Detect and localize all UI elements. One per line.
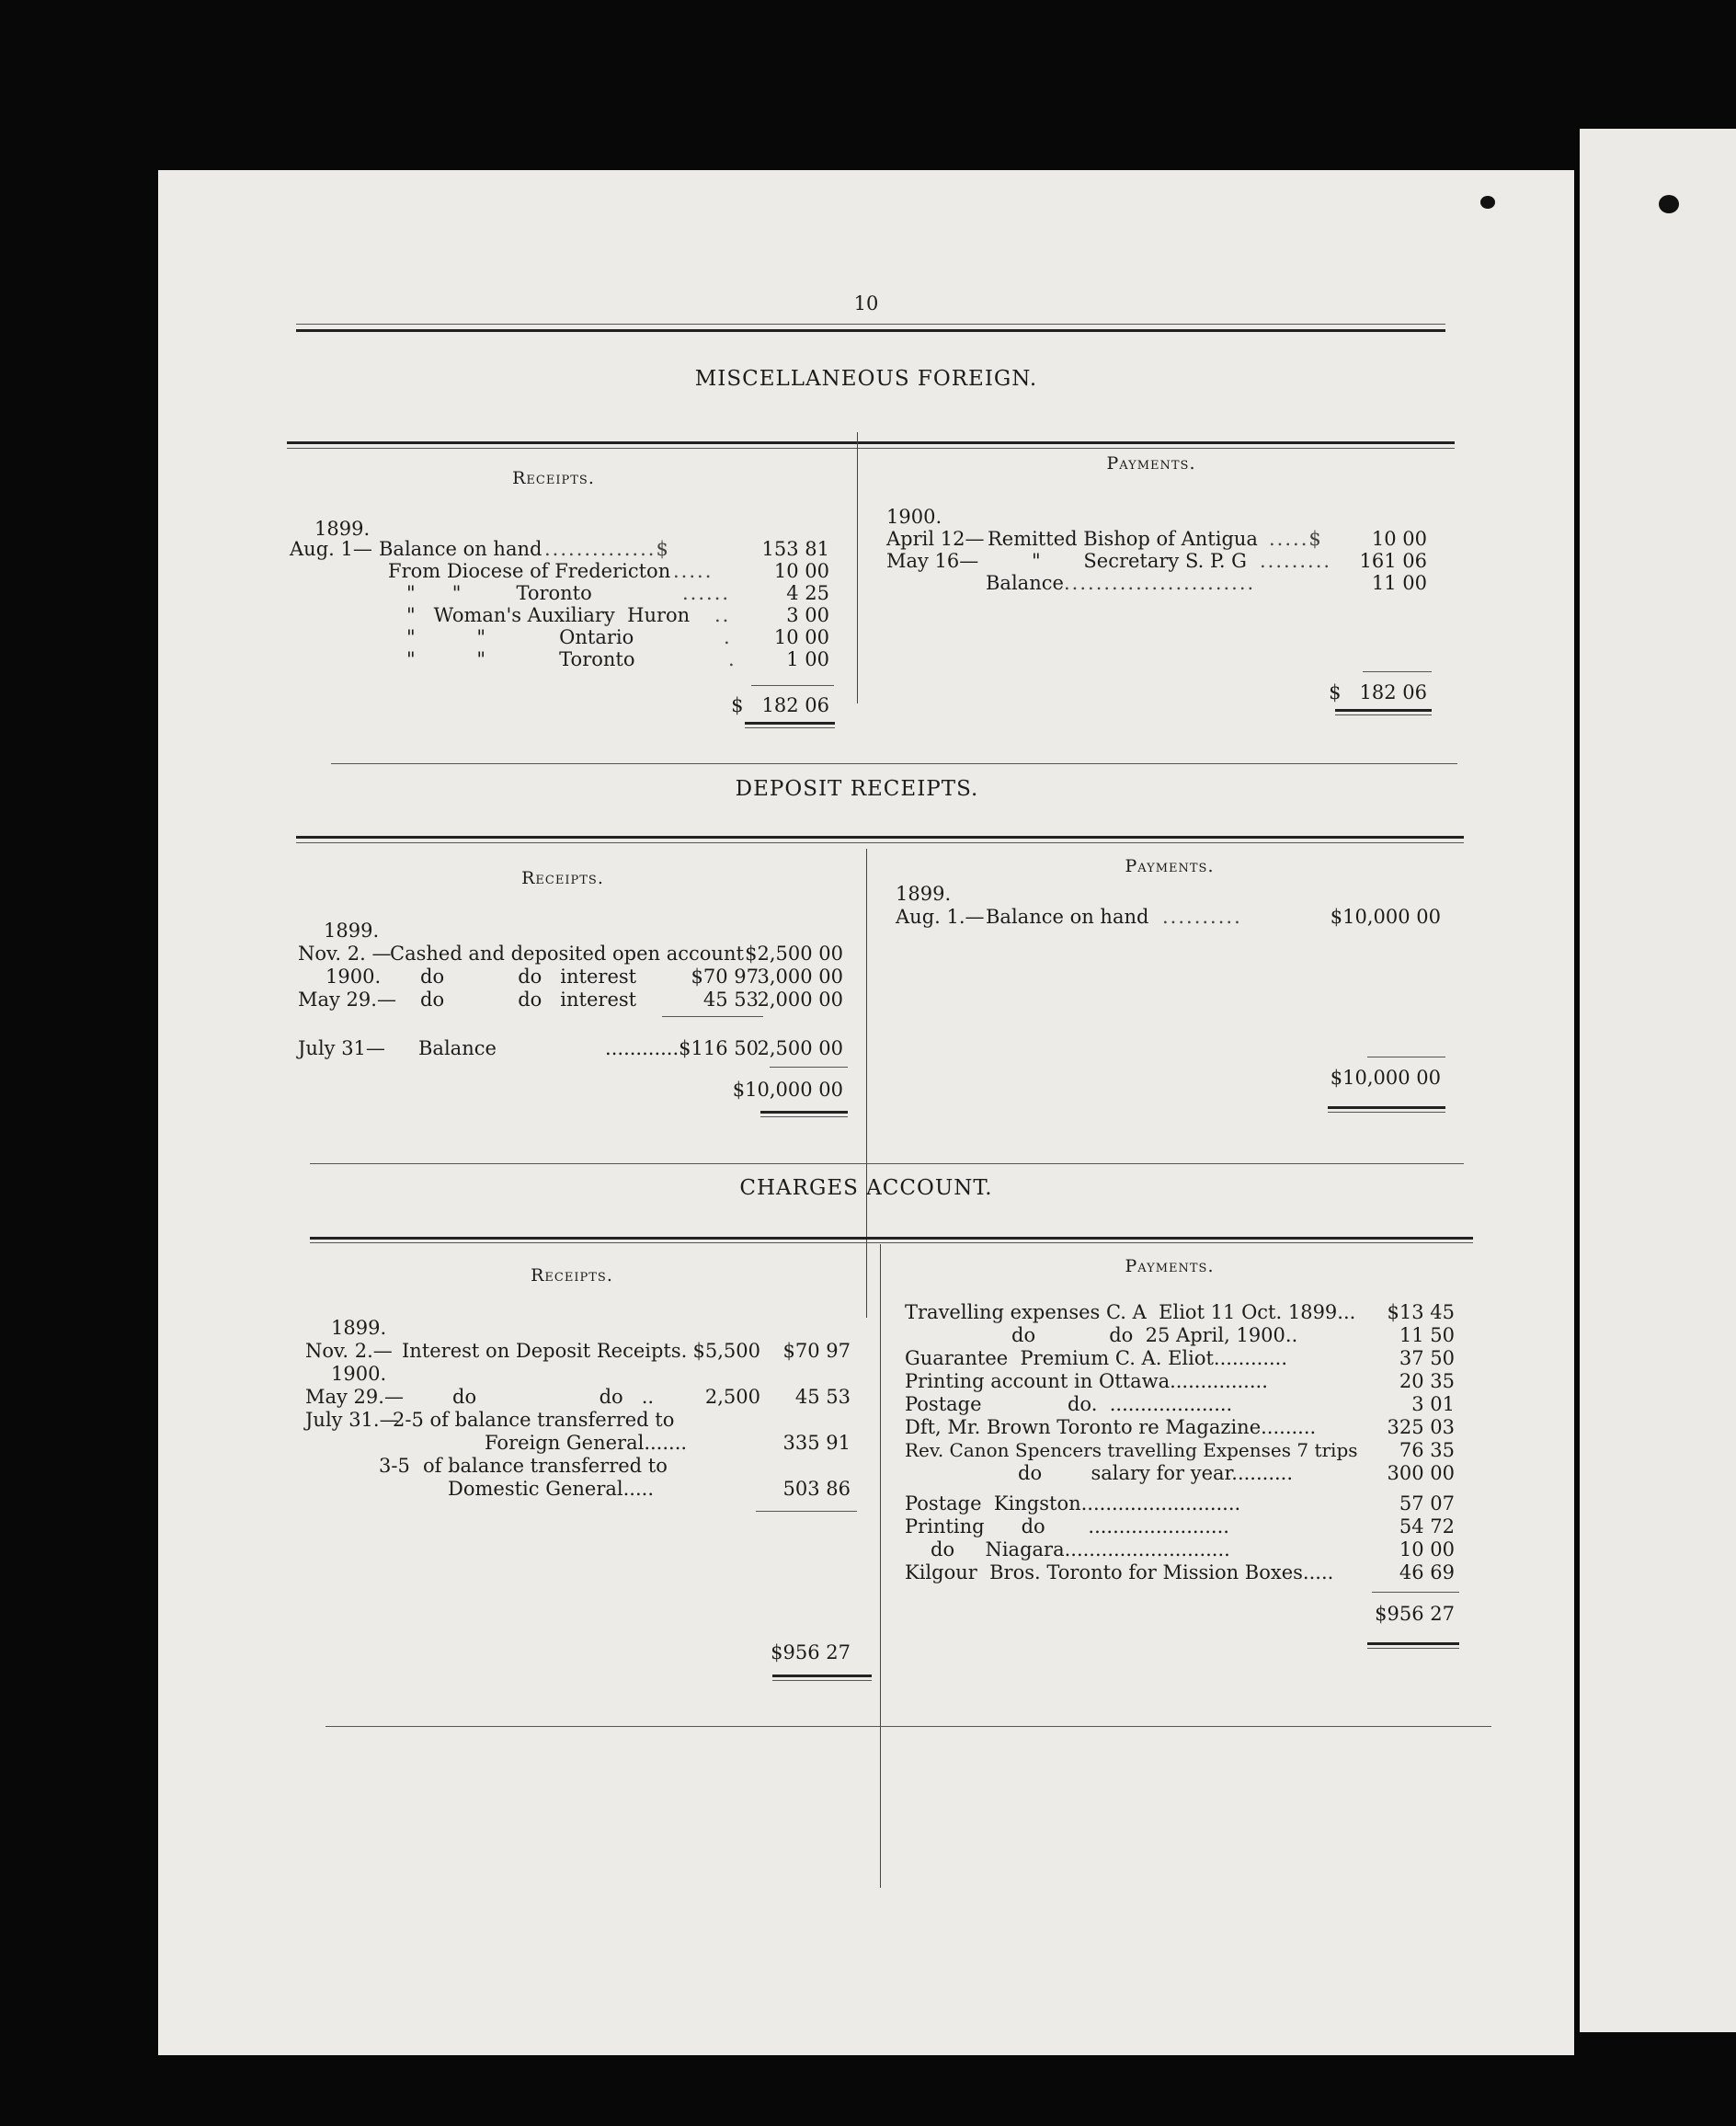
- divider: [296, 329, 1445, 332]
- sub-amount: 2,500: [704, 1386, 760, 1408]
- description: Balance: [418, 1037, 497, 1059]
- description: Balance on hand: [986, 906, 1149, 928]
- amount: 11 50: [1399, 1324, 1455, 1346]
- section-title-misc: MISCELLANEOUS FOREIGN.: [694, 367, 1038, 391]
- leader-dots: ..: [714, 604, 731, 626]
- payments-header: Payments.: [1106, 453, 1196, 474]
- date: May 16—: [886, 550, 979, 572]
- year: 1899.: [896, 883, 952, 905]
- amount: 45 53: [794, 1386, 851, 1408]
- year: 1899.: [331, 1317, 387, 1339]
- total-rule: [1328, 1106, 1445, 1109]
- description: Balance: [986, 572, 1064, 594]
- total: $10,000 00: [1330, 1067, 1441, 1089]
- divider: [331, 763, 1457, 764]
- description: Cashed and deposited open account: [390, 943, 744, 965]
- receipts-header: Receipts.: [521, 868, 604, 888]
- total-rule: [760, 1111, 848, 1114]
- amount: 46 69: [1399, 1561, 1455, 1583]
- receipts-header: Receipts.: [512, 468, 595, 488]
- amount: $2,500 00: [745, 943, 843, 965]
- year: 1899.: [324, 920, 380, 942]
- amount: 57 07: [1399, 1492, 1455, 1514]
- leader-dots: .: [728, 648, 737, 670]
- leader-dots: ..............$: [544, 538, 670, 560]
- sub-amount: ............$116 50: [605, 1037, 759, 1059]
- total-rule: [1335, 709, 1432, 712]
- date: April 12—: [886, 528, 985, 550]
- divider: [310, 1242, 1473, 1243]
- sub-amount: $70 97: [691, 966, 759, 988]
- total-rule: [760, 1116, 848, 1117]
- description: Postage Kingston..........................: [905, 1492, 1241, 1514]
- description: Postage do. ....................: [905, 1393, 1233, 1415]
- amount: $10,000 00: [1330, 906, 1441, 928]
- total-rule: [1328, 1112, 1445, 1113]
- amount: 3 00: [786, 604, 829, 626]
- amount: 76 35: [1399, 1439, 1455, 1461]
- column-divider: [866, 849, 867, 1318]
- total: $956 27: [1375, 1603, 1455, 1625]
- year: 1899.: [314, 518, 371, 540]
- amount: 11 00: [1371, 572, 1427, 594]
- subtotal-rule: [751, 685, 834, 686]
- amount: 3,000 00: [757, 966, 843, 988]
- payments-header: Payments.: [1125, 1256, 1215, 1276]
- amount: 325 03: [1387, 1416, 1455, 1438]
- leader-dots: ..........: [1162, 906, 1242, 928]
- description: Kilgour Bros. Toronto for Mission Boxes.....: [905, 1561, 1334, 1583]
- description: do do ..: [452, 1386, 655, 1408]
- sub-amount: 45 53: [702, 989, 759, 1011]
- total-rule: [1367, 1648, 1459, 1649]
- description: Printing do .......................: [905, 1515, 1229, 1537]
- date: Nov. 2.—: [305, 1340, 393, 1362]
- description: " Woman's Auxiliary Huron: [406, 604, 691, 626]
- description: do do interest: [420, 966, 637, 988]
- date: July 31.—: [305, 1409, 399, 1431]
- amount: 335 91: [782, 1432, 851, 1454]
- amount: 153 81: [761, 538, 829, 560]
- amount: 503 86: [782, 1478, 851, 1500]
- subtotal-rule: [662, 1016, 763, 1017]
- leader-dots: .....: [673, 560, 714, 582]
- amount: 161 06: [1359, 550, 1427, 572]
- leader-dots: ........................: [1064, 572, 1256, 594]
- amount: 10 00: [1371, 528, 1427, 550]
- divider: [296, 842, 1464, 843]
- description: do do 25 April, 1900..: [1011, 1324, 1298, 1346]
- year: 1900.: [331, 1363, 387, 1385]
- amount: 54 72: [1399, 1515, 1455, 1537]
- date: Aug. 1.—: [896, 906, 985, 928]
- amount: 2,500 00: [757, 1037, 843, 1059]
- date: May 29.—: [305, 1386, 404, 1408]
- total-rule: [772, 1675, 872, 1677]
- leader-dots: ......: [682, 582, 731, 604]
- divider: [326, 1726, 1491, 1727]
- description: " " Toronto: [406, 648, 635, 670]
- divider: [296, 836, 1464, 839]
- date: May 29.—: [298, 989, 396, 1011]
- amount: $13 45: [1387, 1301, 1455, 1323]
- amount: $70 97: [782, 1340, 851, 1362]
- total-rule: [1335, 714, 1432, 715]
- description: do do interest: [420, 989, 637, 1011]
- adjacent-page-edge: [1580, 129, 1736, 2032]
- description: Balance on hand: [379, 538, 542, 560]
- amount: 20 35: [1399, 1370, 1455, 1392]
- description: Rev. Canon Spencers travelling Expenses 7 trips: [905, 1439, 1358, 1461]
- ink-spot: [1659, 195, 1679, 213]
- amount: 10 00: [773, 560, 829, 582]
- total: $ 182 06: [1329, 681, 1427, 703]
- description: " " Toronto: [406, 582, 592, 604]
- total-rule: [745, 727, 835, 728]
- description: Remitted Bishop of Antigua: [988, 528, 1258, 550]
- year: 1900.: [886, 506, 942, 528]
- fraction-label: 3-5: [379, 1455, 410, 1477]
- section-title-charges: CHARGES ACCOUNT.: [739, 1176, 993, 1200]
- divider: [296, 324, 1445, 325]
- amount: 2,000 00: [757, 989, 843, 1011]
- amount: 300 00: [1387, 1462, 1455, 1484]
- description: 2-5 of balance transferred to: [393, 1409, 675, 1431]
- total-rule: [1367, 1642, 1459, 1645]
- description: do Niagara...........................: [931, 1538, 1230, 1560]
- description: Guarantee Premium C. A. Eliot............: [905, 1347, 1288, 1369]
- amount: 4 25: [786, 582, 829, 604]
- amount: 37 50: [1399, 1347, 1455, 1369]
- page-number: 10: [853, 292, 879, 314]
- subtotal-rule: [1363, 671, 1432, 672]
- description: Foreign General.......: [485, 1432, 688, 1454]
- amount: 10 00: [773, 626, 829, 648]
- description: Printing account in Ottawa................: [905, 1370, 1268, 1392]
- subtotal-rule: [756, 1511, 857, 1512]
- amount: 3 01: [1411, 1393, 1455, 1415]
- subtotal-rule: [1372, 1592, 1459, 1593]
- total: $ 182 06: [731, 694, 829, 716]
- description: do salary for year..........: [1018, 1462, 1294, 1484]
- description: Dft, Mr. Brown Toronto re Magazine.........: [905, 1416, 1317, 1438]
- payments-header: Payments.: [1125, 856, 1215, 876]
- description: Domestic General.....: [448, 1478, 654, 1500]
- date: July 31—: [298, 1037, 385, 1059]
- total-rule: [772, 1680, 872, 1681]
- column-divider: [857, 432, 858, 703]
- divider: [310, 1237, 1473, 1240]
- leader-dots: .....$: [1269, 528, 1323, 550]
- amount: 1 00: [786, 648, 829, 670]
- date: Aug. 1—: [290, 538, 372, 560]
- sub-amount: $5,500: [692, 1340, 760, 1362]
- divider: [287, 448, 1455, 449]
- receipts-header: Receipts.: [531, 1265, 613, 1286]
- divider: [310, 1163, 1464, 1164]
- ledger-page: [158, 170, 1574, 2055]
- leader-dots: .........: [1260, 550, 1332, 572]
- description: " " Ontario: [406, 626, 634, 648]
- total-rule: [745, 722, 835, 725]
- year: 1900.: [326, 966, 382, 988]
- total: $10,000 00: [732, 1079, 843, 1101]
- description: " Secretary S. P. G: [1032, 550, 1247, 572]
- description: Interest on Deposit Receipts.: [402, 1340, 688, 1362]
- amount: 10 00: [1399, 1538, 1455, 1560]
- subtotal-rule: [770, 1067, 848, 1068]
- column-divider: [880, 1244, 881, 1888]
- ink-spot: [1480, 196, 1495, 209]
- total: $956 27: [771, 1641, 851, 1663]
- date: Nov. 2. —: [298, 943, 392, 965]
- description: From Diocese of Fredericton: [388, 560, 671, 582]
- description: Travelling expenses C. A Eliot 11 Oct. 1899...: [905, 1301, 1356, 1323]
- section-title-deposit: DEPOSIT RECEIPTS.: [735, 777, 979, 801]
- description: of balance transferred to: [423, 1455, 668, 1477]
- divider: [287, 441, 1455, 444]
- leader-dots: .: [724, 626, 732, 648]
